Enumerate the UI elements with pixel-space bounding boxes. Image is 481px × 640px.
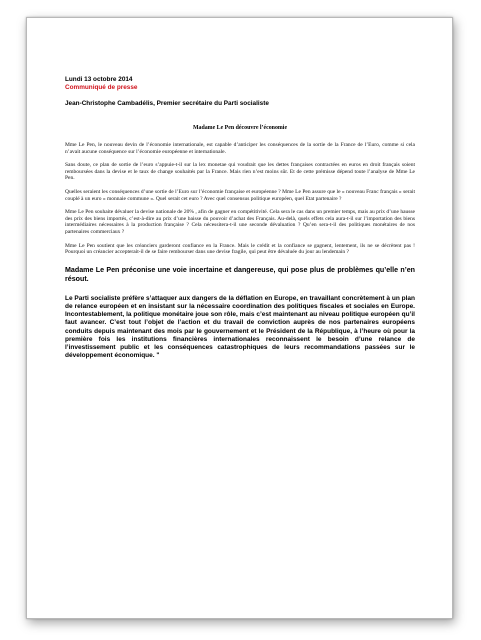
document-page [26, 17, 453, 619]
body-paragraph-5: Mme Le Pen soutient que les créanciers garderont confiance en la France. Mais le crédit et la confiance se gagnent, lentement, ils ne se décrètent pas ! Pourquoi un créancier accepterait-il de se faire rembourser dans une devise fragile, qui peut être dévaluée du jour au lendemain ? [65, 242, 415, 256]
body-paragraph-3: Quelles seraient les conséquences d’une sortie de l’Euro sur l’économie française et européenne ? Mme Le Pen assure que le « nouveau Franc français » serait couplé à un euro « monnaie commune ». Quel serait cet euro ? Avec quel consensus politique européen, quel Etat partenaire ? [65, 188, 415, 202]
lead-statement: Madame Le Pen préconise une voie incertaine et dangereuse, qui pose plus de problèmes qu’elle n’en résout. [65, 265, 415, 283]
body-paragraph-4: Mme Le Pen souhaite dévaluer la devise nationale de 20% , afin de gagner en compétitivité. Cela sera le cas dans un premier temps, mais au prix d’une hausse des prix des biens importés, c’est-à-dire au prix d’une baisse du pouvoir d’achat des Français. Au-delà, quels effets cela aura-t-il sur l’importation des biens intermédiaires nécessaires à la production française ? Cela nécessitera-t-il une seconde dévaluation ? Qu’en sera-t-il des politiques monétaires de nos partenaires commerciaux ? [65, 209, 415, 235]
closing-statement: Le Parti socialiste préfère s’attaquer aux dangers de la déflation en Europe, en travaillant concrètement à un plan de relance européen et en insistant sur la nécessaire coordination des politiques fiscales et sociales en Europe. Incontestablement, la politique monétaire joue son rôle, mais c’est maintenant au niveau politique européen qu’il faut avancer. C’est tout l’objet de l’action et du travail de conviction auprès de nos partenaires européens conduits depuis maintenant des mois par le gouvernement et le Président de la République, à l’heure où pour la première fois les institutions financières internationales reconnaissent le besoin d’une relance de l’investissement public et les conséquences catastrophiques de leurs recommandations passées sur le développement économique. " [65, 294, 415, 360]
body-paragraph-2: Sans doute, ce plan de sortie de l’euro s’appuie-t-il sur la lex monetae qui voudrait que les dettes françaises contractées en euros en droit français soient remboursées dans la devise et le taux de change souhaités par la France. Mais rien n’est moins sûr. Et de cette prémisse dépend toute l’analyse de Mme Le Pen. [65, 162, 415, 182]
document-date: Lundi 13 octobre 2014 [65, 76, 133, 83]
document-author: Jean-Christophe Cambadélis, Premier secrétaire du Parti socialiste [65, 100, 269, 107]
body-paragraph-1: Mme Le Pen, le nouveau devin de l’économie internationale, est capable d’anticiper les conséquences de la sortie de la France de l’Euro, comme si cela n’avait aucune conséquence sur l’économie européenne et internationale. [65, 142, 415, 155]
document-content [65, 76, 415, 367]
document-title: Madame Le Pen découvre l’économie [192, 125, 288, 131]
document-kind: Communiqué de presse [65, 84, 138, 91]
